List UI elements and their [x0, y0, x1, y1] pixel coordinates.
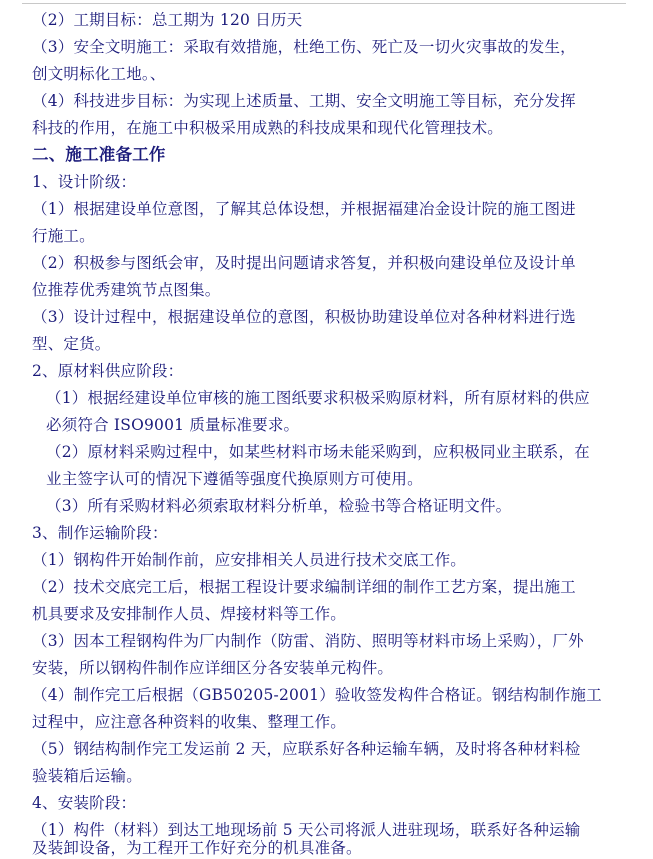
fabrication-item-4: （4）制作完工后根据（GB50205-2001）验收签发构件合格证。钢结构制作施工 [32, 686, 602, 704]
goal-tech-line: （4）科技进步目标：为实现上述质量、工期、安全文明施工等目标，充分发挥 [32, 92, 576, 110]
design-item-3: （3）设计过程中，根据建设单位的意图，积极协助建设单位对各种材料进行选 [32, 308, 576, 326]
fabrication-item-5: （5）钢结构制作完工发运前 2 天，应联系好各种运输车辆，及时将各种材料检 [32, 740, 581, 758]
fabrication-item-5-cont: 验装箱后运输。 [32, 767, 142, 785]
goal-safety-line-cont: 创文明标化工地。、 [32, 65, 166, 83]
fabrication-item-3: （3）因本工程钢构件为厂内制作（防雷、消防、照明等材料市场上采购），厂外 [32, 632, 584, 650]
goal-safety-line: （3）安全文明施工：采取有效措施，杜绝工伤、死亡及一切火灾事故的发生， [32, 38, 576, 56]
material-item-1: （1）根据经建设单位审核的施工图纸要求积极采购原材料，所有原材料的供应 [46, 389, 590, 407]
material-item-2: （2）原材料采购过程中，如某些材料市场未能采购到，应积极同业主联系，在 [46, 443, 590, 461]
fabrication-item-1: （1）钢构件开始制作前，应安排相关人员进行技术交底工作。 [32, 551, 466, 569]
design-item-1: （1）根据建设单位意图，了解其总体设想，并根据福建冶金设计院的施工图进 [32, 200, 576, 218]
fabrication-item-3-cont: 安装，所以钢构件制作应详细区分各安装单元构件。 [32, 659, 394, 677]
design-stage-title: 1、设计阶级： [32, 173, 137, 191]
material-stage-title: 2、原材料供应阶段： [32, 362, 184, 380]
goal-schedule-line: （2）工期目标：总工期为 120 日历天 [32, 11, 303, 29]
installation-item-1: （1）构件（材料）到达工地现场前 5 天公司将派人进驻现场，联系好各种运输 [32, 821, 581, 839]
installation-item-1-cont: 及装卸设备，为工程开工作好充分的机具准备。 [32, 839, 362, 857]
fabrication-item-2: （2）技术交底完工后，根据工程设计要求编制详细的制作工艺方案，提出施工 [32, 578, 576, 596]
fabrication-item-2-cont: 机具要求及安排制作人员、焊接材料等工作。 [32, 605, 347, 623]
section-heading: 二、施工准备工作 [32, 145, 166, 164]
design-item-3-cont: 型、定货。 [32, 335, 111, 353]
design-item-2: （2）积极参与图纸会审，及时提出问题请求答复，并积极向建设单位及设计单 [32, 254, 576, 272]
design-item-1-cont: 行施工。 [32, 227, 95, 245]
design-item-2-cont: 位推荐优秀建筑节点图集。 [32, 281, 221, 299]
goal-tech-line-cont: 科技的作用，在施工中积极采用成熟的科技成果和现代化管理技术。 [32, 119, 504, 137]
top-rule [22, 3, 626, 4]
fabrication-item-4-cont: 过程中，应注意各种资料的收集、整理工作。 [32, 713, 347, 731]
fabrication-stage-title: 3、制作运输阶段： [32, 524, 168, 542]
installation-stage-title: 4、安装阶段： [32, 794, 137, 812]
material-item-1-cont: 必须符合 ISO9001 质量标准要求。 [46, 416, 300, 434]
material-item-2-cont: 业主签字认可的情况下遵循等强度代换原则方可使用。 [46, 470, 423, 488]
material-item-3: （3）所有采购材料必须索取材料分析单，检验书等合格证明文件。 [46, 497, 512, 515]
